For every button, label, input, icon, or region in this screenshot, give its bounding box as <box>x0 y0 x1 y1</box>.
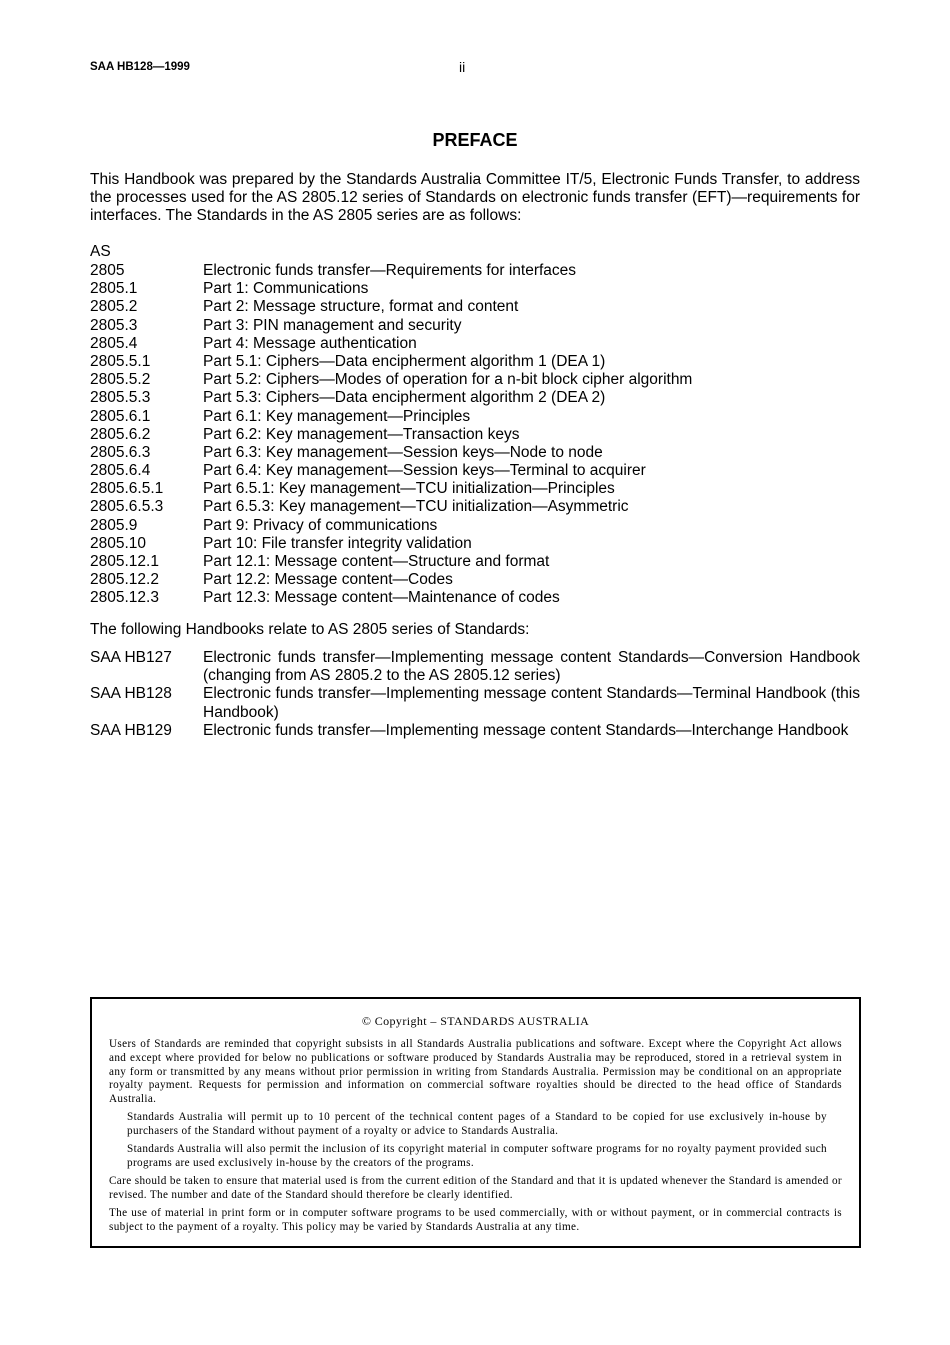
handbook-row <box>90 685 860 721</box>
standard-code: 2805.9 <box>90 516 138 534</box>
standard-row <box>90 571 860 589</box>
standard-title: Part 6.5.1: Key management—TCU initialization—Principles <box>203 480 615 498</box>
copyright-paragraph: Standards Australia will also permit the inclusion of its copyright material in computer software programs for no royalty payment provided such programs are used exclusively in-house by the creators of the programs. <box>127 1143 827 1169</box>
standard-row <box>90 498 860 516</box>
handbook-row <box>90 649 860 685</box>
handbooks-list <box>90 649 860 740</box>
standard-title: Part 2: Message structure, format and content <box>203 298 519 316</box>
standard-row <box>90 462 860 480</box>
standard-title: Part 4: Message authentication <box>203 334 417 352</box>
standard-title: Electronic funds transfer—Requirements for interfaces <box>203 262 577 279</box>
copyright-paragraph: Care should be taken to ensure that material used is from the current edition of the Standard and that it is updated whenever the Standard is amended or revised. The number and date of the Standard should therefore be clearly identified. <box>109 1175 842 1201</box>
copyright-paragraph: Users of Standards are reminded that copyright subsists in all Standards Australia publications and software. Except where the Copyright Act allows and except where provided for below no publications or software produced by Standards Australia may be reproduced, stored in a retrieval system in any form or transmitted by any means without prior permission in writing from Standards Australia. Permission may be conditional on an appropriate royalty payment. Requests for permission and information on commercial software royalties should be directed to the head office of Standards Australia. <box>109 1038 842 1106</box>
standard-row <box>90 535 860 553</box>
standard-code: 2805.6.2 <box>90 425 151 443</box>
standard-code: 2805.2 <box>90 298 138 316</box>
standard-row <box>90 371 860 389</box>
standard-title: Part 6.3: Key management—Session keys—Node to node <box>203 443 603 461</box>
standard-title: Part 10: File transfer integrity validation <box>203 534 472 552</box>
standard-title: Part 12.3: Message content—Maintenance of codes <box>203 589 560 607</box>
standard-code: 2805.4 <box>90 334 138 352</box>
standard-title: Part 12.1: Message content—Structure and format <box>203 553 550 570</box>
standard-row <box>90 353 860 371</box>
standard-title: Part 9: Privacy of communications <box>203 516 438 534</box>
copyright-paragraph: The use of material in print form or in computer software programs to be used commercially, with or without payment, or in commercial contracts is subject to the payment of a royalty. This policy may be varied by Standards Australia at any time. <box>109 1207 842 1233</box>
standard-code: 2805.5.1 <box>90 352 151 370</box>
handbook-title: Electronic funds transfer—Implementing message content Standards—Terminal Handbook (this Handbook) <box>203 685 860 721</box>
standard-row <box>90 335 860 353</box>
standard-row <box>90 262 860 280</box>
standard-code: 2805.6.5.1 <box>90 480 164 498</box>
handbook-title: Electronic funds transfer—Implementing message content Standards—Conversion Handbook (changing from AS 2805.2 to the AS 2805.12 series) <box>203 649 860 685</box>
standard-code: 2805.6.3 <box>90 443 151 461</box>
standard-row <box>90 426 860 444</box>
preface-intro: This Handbook was prepared by the Standards Australia Committee IT/5, Electronic Funds Transfer, to address the processes used for the AS 2805.12 series of Standards on electronic funds transfer (EFT)—requirements for interfaces. The Standards in the AS 2805 series are as follows: <box>90 171 860 225</box>
handbook-title: Electronic funds transfer—Implementing message content Standards—Interchange Handbook <box>203 721 849 739</box>
handbook-code: SAA HB127 <box>90 649 172 666</box>
standard-row <box>90 317 860 335</box>
handbook-row <box>90 722 860 740</box>
standard-row <box>90 408 860 426</box>
standard-title: Part 6.5.3: Key management—TCU initialization—Asymmetric <box>203 498 629 516</box>
standards-heading: AS <box>90 243 111 260</box>
standard-title: Part 5.1: Ciphers—Data encipherment algorithm 1 (DEA 1) <box>203 352 606 370</box>
copyright-paragraph: Standards Australia will permit up to 10 percent of the technical content pages of a Standard to be copied for use exclusively in-house by purchasers of the Standard without payment of a royalty or advice to Standards Australia. <box>127 1111 827 1137</box>
copyright-title: © Copyright – STANDARDS AUSTRALIA <box>361 1014 590 1028</box>
standard-row <box>90 280 860 298</box>
standard-title: Part 6.1: Key management—Principles <box>203 407 471 425</box>
standard-title: Part 5.2: Ciphers—Modes of operation for a n-bit block cipher algorithm <box>203 371 693 389</box>
standard-title: Part 12.2: Message content—Codes <box>203 571 453 589</box>
page-title: PREFACE <box>432 130 518 150</box>
standard-row <box>90 517 860 535</box>
standard-title: Part 3: PIN management and security <box>203 316 462 334</box>
standard-code: 2805.6.1 <box>90 407 151 425</box>
handbooks-intro: The following Handbooks relate to AS 2805 series of Standards: <box>90 621 530 638</box>
standard-code: 2805.12.3 <box>90 589 159 607</box>
standard-code: 2805.12.1 <box>90 553 159 570</box>
standard-code: 2805.5.2 <box>90 371 151 389</box>
standard-code: 2805 <box>90 262 125 279</box>
page-number: ii <box>459 59 466 75</box>
standard-code: 2805.3 <box>90 316 138 334</box>
standard-code: 2805.6.5.3 <box>90 498 164 516</box>
standard-row <box>90 298 860 316</box>
standard-code: 2805.5.3 <box>90 389 151 407</box>
standard-row <box>90 480 860 498</box>
standard-code: 2805.6.4 <box>90 462 151 480</box>
standard-row <box>90 444 860 462</box>
standard-code: 2805.12.2 <box>90 571 159 589</box>
standard-row <box>90 389 860 407</box>
standard-title: Part 6.4: Key management—Session keys—Terminal to acquirer <box>203 462 646 480</box>
standard-title: Part 1: Communications <box>203 280 369 298</box>
standard-code: 2805.10 <box>90 534 147 552</box>
standards-list <box>90 262 860 608</box>
standard-title: Part 5.3: Ciphers—Data encipherment algorithm 2 (DEA 2) <box>203 389 606 407</box>
document-id: SAA HB128—1999 <box>90 61 190 73</box>
standard-code: 2805.1 <box>90 280 138 298</box>
handbook-code: SAA HB128 <box>90 685 172 703</box>
standard-row <box>90 553 860 571</box>
standard-row <box>90 589 860 607</box>
copyright-notice-box <box>90 997 861 1248</box>
standard-title: Part 6.2: Key management—Transaction keys <box>203 425 520 443</box>
handbook-code: SAA HB129 <box>90 721 172 739</box>
